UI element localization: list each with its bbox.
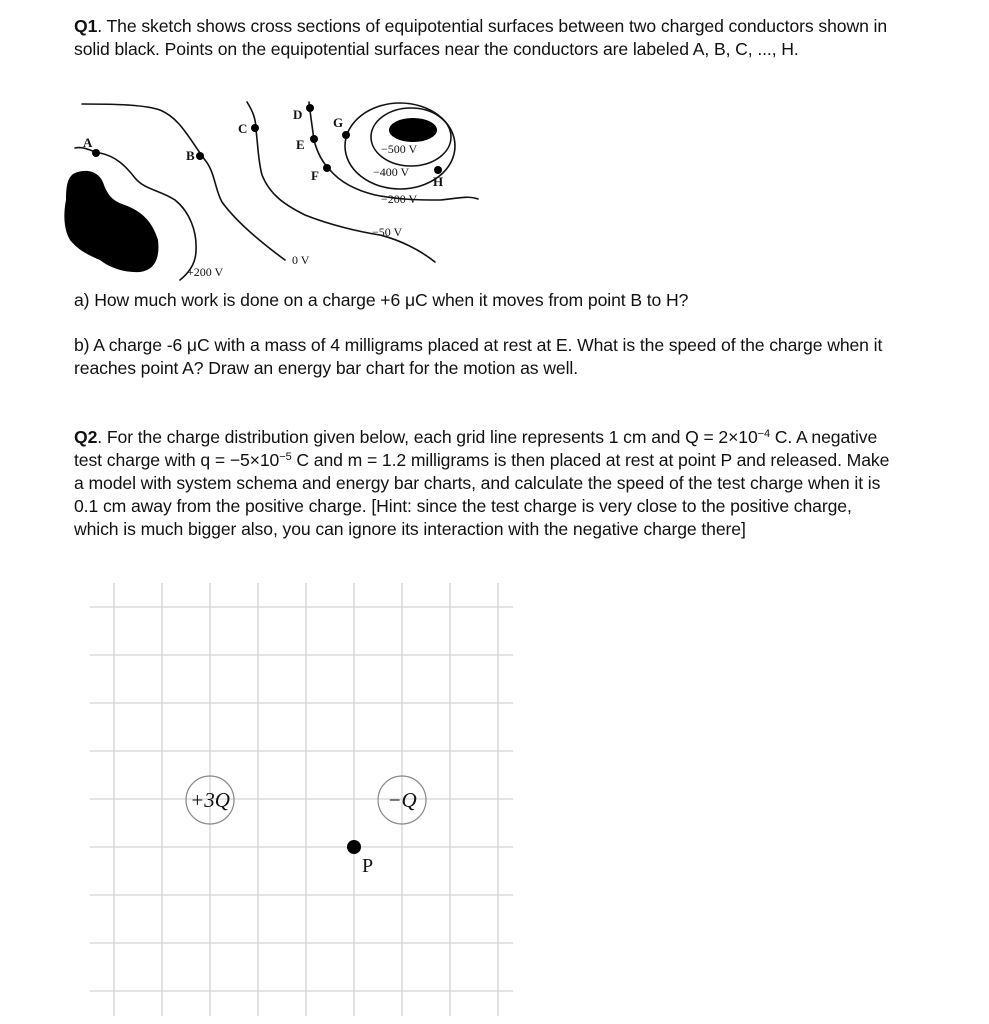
q2-number: Q2: [74, 427, 98, 447]
q2-prompt-text-1: . For the charge distribution given below, each grid line represents 1 cm and Q = 2×10: [97, 427, 758, 447]
q2-prompt-text-2: C. A negative test charge with q = −5×10: [74, 427, 878, 470]
q2-exponent-1: −4: [757, 428, 770, 440]
point-d-marker: [306, 104, 314, 112]
point-a-marker: [92, 149, 100, 157]
potential-label-plus200: +200 V: [187, 265, 224, 279]
potential-label-minus500: −500 V: [381, 142, 418, 156]
point-p-marker: [347, 840, 361, 854]
potential-label-minus50: −50 V: [372, 225, 403, 239]
q2-prompt: [74, 426, 894, 541]
point-c-marker: [251, 124, 259, 132]
point-d-label: D: [293, 107, 303, 122]
potential-label-zero: 0 V: [292, 253, 310, 267]
potential-label-minus200: −200 V: [381, 192, 418, 206]
conductor-right: [389, 118, 437, 142]
point-f-label: F: [311, 168, 319, 183]
charge-plus3q-label: +3Q: [190, 788, 230, 812]
q2-exponent-2: −5: [279, 451, 292, 463]
point-c-label: C: [238, 121, 248, 136]
point-b-marker: [196, 152, 204, 160]
point-h-marker: [434, 166, 442, 174]
q1-part-a: a) How much work is done on a charge +6 μC when it moves from point B to H?: [74, 290, 689, 310]
point-e-label: E: [296, 137, 305, 152]
charge-minusq-label: −Q: [387, 788, 417, 812]
point-b-label: B: [186, 148, 195, 163]
charge-grid: [90, 583, 513, 1016]
point-g-label: G: [333, 115, 344, 130]
point-p-label: P: [362, 855, 374, 877]
point-a-label: A: [83, 135, 93, 150]
q1-part-b: b) A charge -6 μC with a mass of 4 milligrams placed at rest at E. What is the speed of the charge when it reaches point A? Draw an energy bar chart for the motion as well.: [74, 335, 883, 378]
q1-number: Q1: [74, 16, 98, 36]
q2-prompt-text-3: C and m = 1.2 milligrams is then placed at rest at point P and released. Make a model with system schema and energy bar charts, and calculate the speed of the test charge when it is 0.1 cm away from the positive charge. [Hint: since the test charge is very close to the positive charge, which is much bigger also, you can ignore its interaction with the negative charge there]: [74, 450, 890, 539]
potential-label-minus400: −400 V: [373, 165, 410, 179]
q1-prompt-text: . The sketch shows cross sections of equipotential surfaces between two charged conductors shown in solid black. Points on the equipotential surfaces near the conductors are labeled A, B, C, ..., H.: [74, 16, 888, 59]
point-h-label: H: [433, 174, 444, 189]
point-e-marker: [310, 135, 318, 143]
point-g-marker: [342, 131, 350, 139]
point-f-marker: [323, 164, 331, 172]
